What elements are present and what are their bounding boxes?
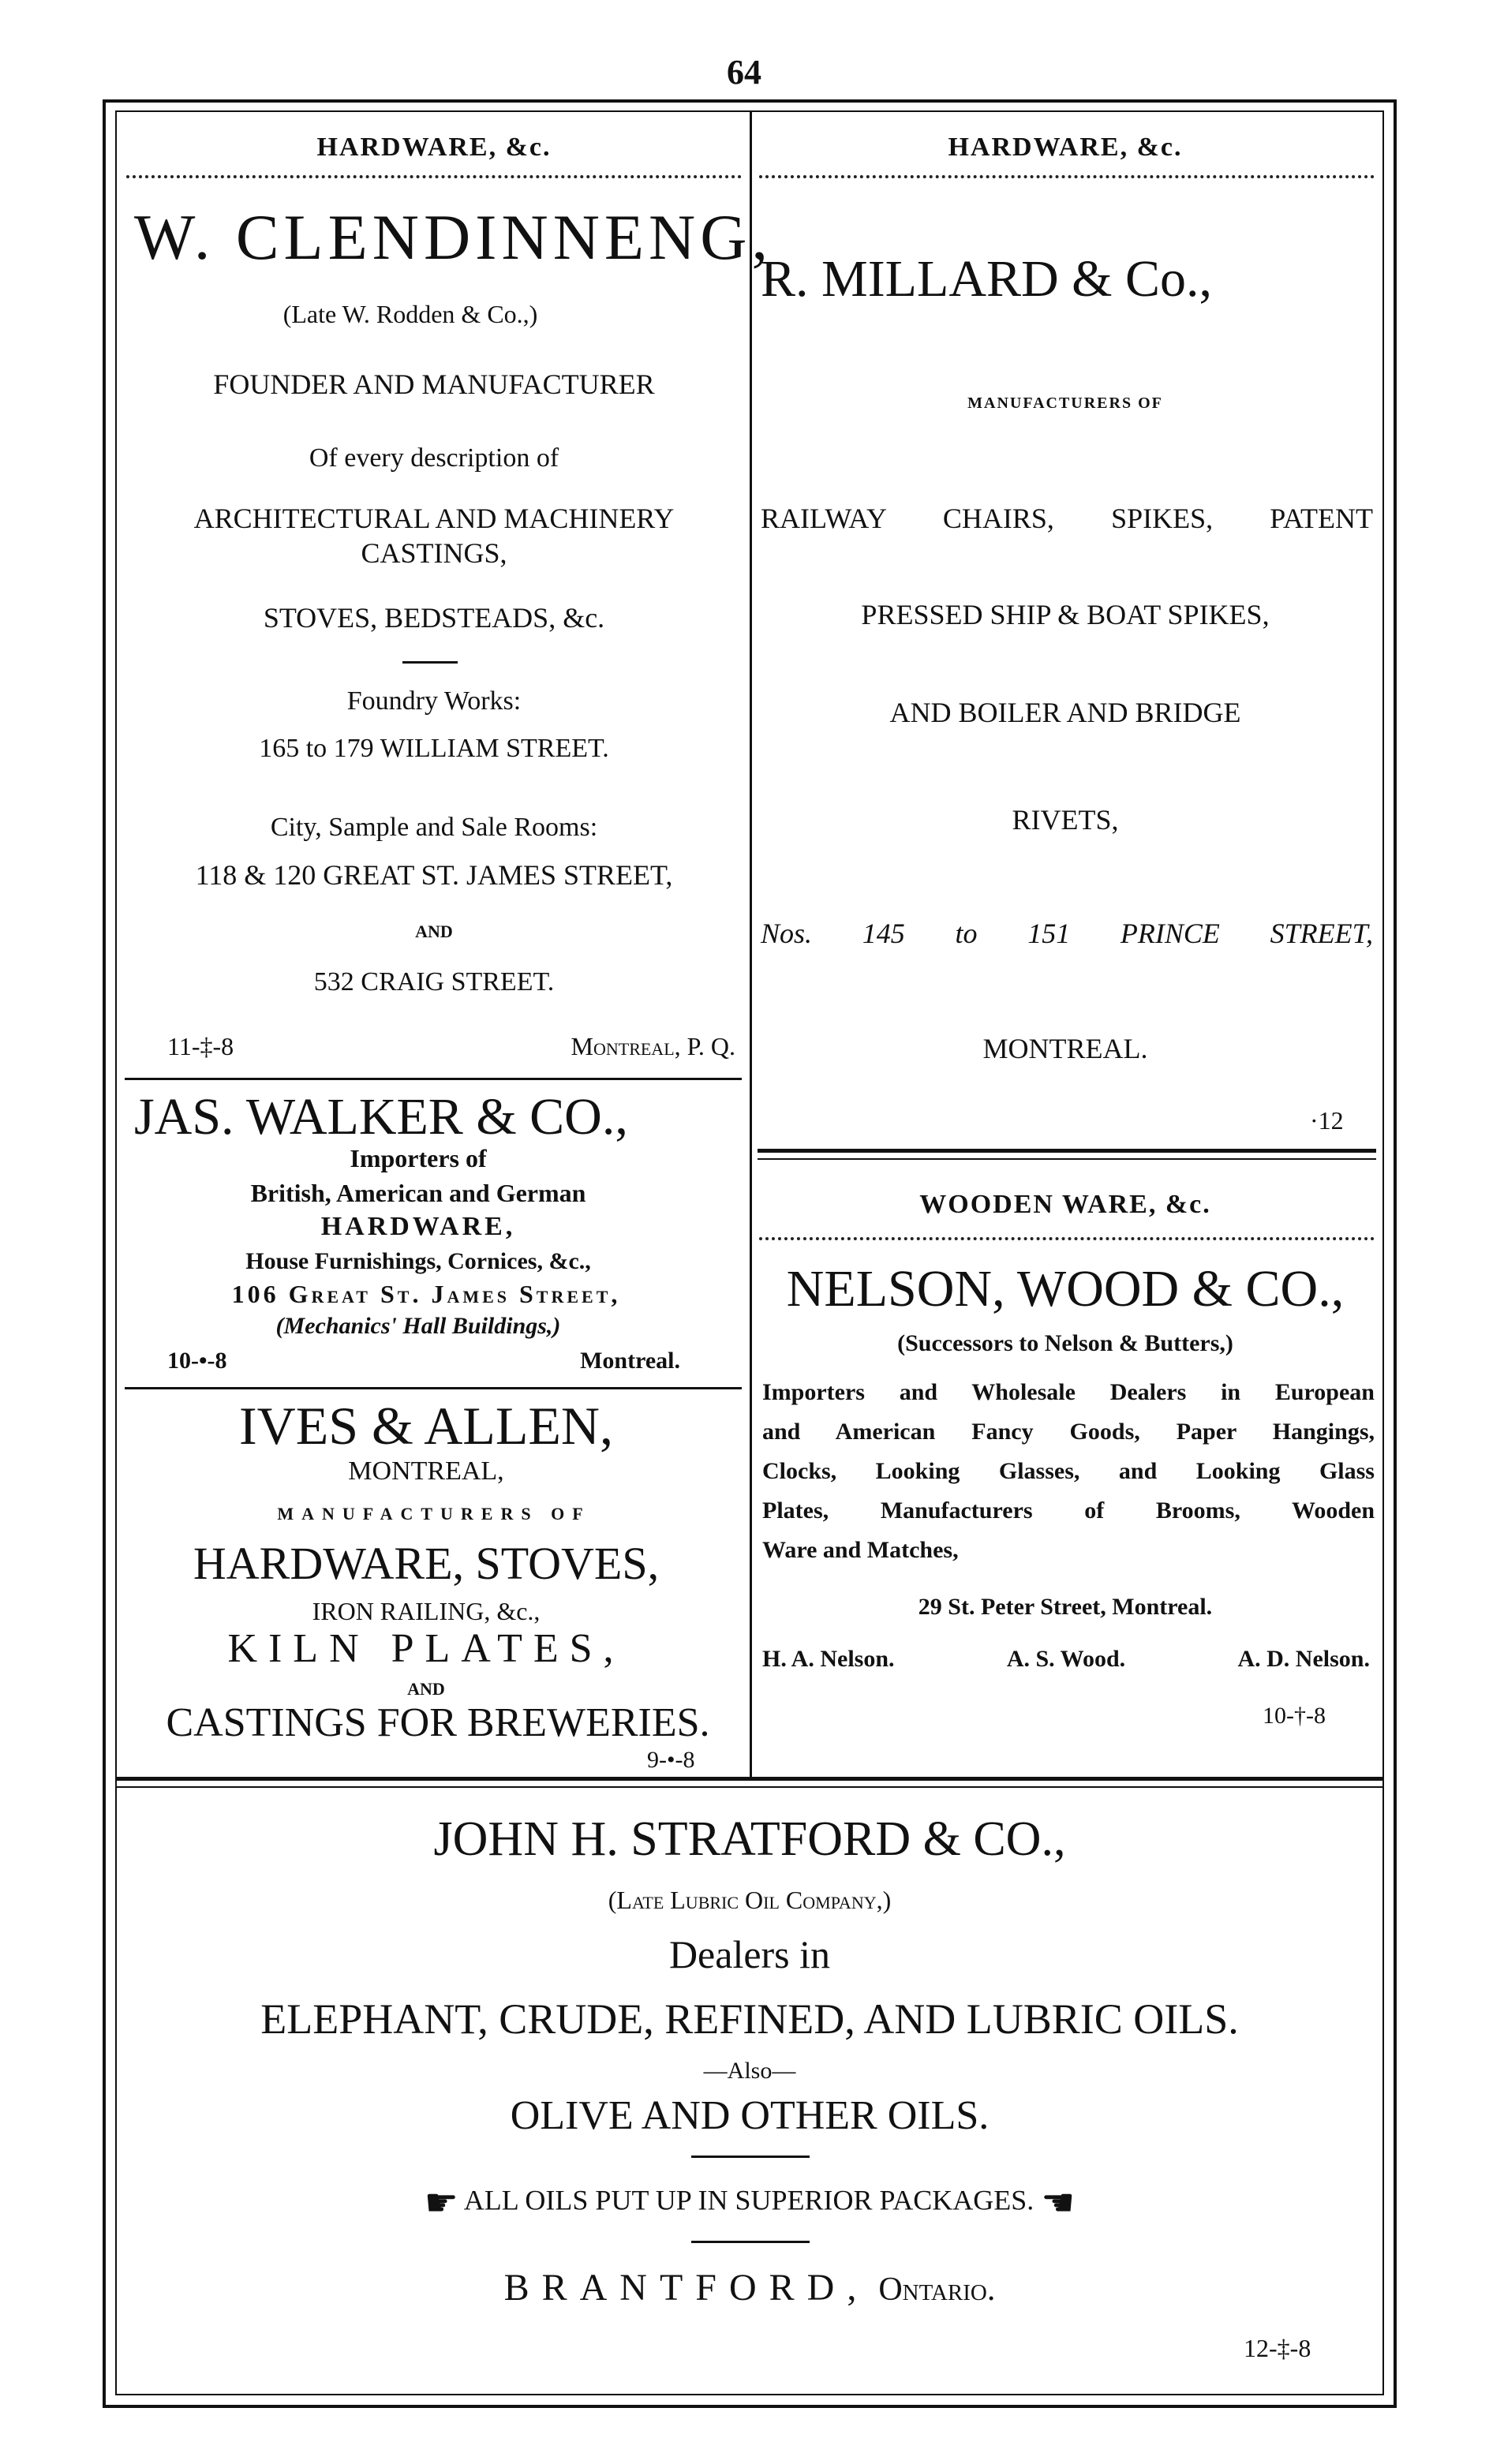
walker-footer xyxy=(167,1348,680,1374)
bottom-double-rule-a xyxy=(115,1777,1384,1781)
stratford-ref: 12-‡-8 xyxy=(1244,2334,1311,2362)
millard-mfr: MANUFACTURERS OF xyxy=(967,394,1163,412)
clendinneng-and: AND xyxy=(415,922,453,941)
right-header-rule-2 xyxy=(759,1231,1375,1240)
clendinneng-foundry-label: Foundry Works: xyxy=(346,686,522,716)
hand-right-icon: ☚ xyxy=(1041,2182,1076,2224)
millard-line3: AND BOILER AND BRIDGE xyxy=(889,697,1241,728)
nelson-body3: Clocks, Looking Glasses, and Looking Glass xyxy=(762,1458,1375,1484)
walker-line1: Importers of xyxy=(350,1144,487,1172)
millard-line2: PRESSED SHIP & BOAT SPIKES, xyxy=(861,599,1270,630)
ives-line4: CASTINGS FOR BREWERIES. xyxy=(166,1700,710,1745)
ives-city: MONTREAL, xyxy=(348,1456,504,1486)
nelson-addr: 29 St. Peter Street, Montreal. xyxy=(918,1594,1213,1620)
clendinneng-late: (Late W. Rodden & Co.,) xyxy=(282,300,538,328)
walker-ref: 10-•-8 xyxy=(167,1348,227,1374)
walker-line3: HARDWARE, xyxy=(320,1212,516,1241)
column-divider xyxy=(750,110,752,1777)
clendinneng-line1: FOUNDER AND MANUFACTURER xyxy=(213,368,655,400)
left-section-header: HARDWARE, &c. xyxy=(316,133,552,162)
stratford-rule-2 xyxy=(691,2241,810,2243)
nelson-partners xyxy=(762,1646,1370,1673)
right-double-rule-a xyxy=(758,1149,1376,1153)
millard-line1: RAILWAY CHAIRS, SPIKES, PATENT xyxy=(761,503,1373,534)
ives-mfr: MANUFACTURERS OF xyxy=(277,1504,591,1524)
right-section-header-2: WOODEN WARE, &c. xyxy=(919,1190,1211,1219)
nelson-successors: (Successors to Nelson & Butters,) xyxy=(897,1330,1233,1356)
stratford-city: BRANTFORD, xyxy=(503,2267,870,2309)
walker-line4: House Furnishings, Cornices, &c., xyxy=(245,1248,591,1274)
clendinneng-foundry-addr: 165 to 179 WILLIAM STREET. xyxy=(259,734,609,763)
page-number: 64 xyxy=(727,53,761,92)
ives-line2: IRON RAILING, &c., xyxy=(312,1597,541,1625)
millard-ref: ·12 xyxy=(1310,1106,1344,1135)
walker-line2: British, American and German xyxy=(250,1179,586,1207)
stratford-province: Ontario. xyxy=(878,2271,996,2308)
right-double-rule-b xyxy=(758,1158,1376,1160)
stratford-line3-row xyxy=(115,2181,1384,2225)
ives-line1: HARDWARE, STOVES, xyxy=(193,1538,660,1589)
stratford-name: JOHN H. STRATFORD & CO., xyxy=(433,1812,1066,1866)
left-header-rule xyxy=(126,169,742,178)
clendinneng-footer xyxy=(167,1032,735,1061)
clendinneng-city-addr: 118 & 120 GREAT ST. JAMES STREET, xyxy=(195,859,673,891)
ives-name: IVES & ALLEN, xyxy=(238,1396,614,1456)
nelson-name: NELSON, WOOD & CO., xyxy=(786,1260,1345,1318)
millard-name: R. MILLARD & Co., xyxy=(761,250,1213,308)
walker-line6: (Mechanics' Hall Buildings,) xyxy=(275,1313,561,1339)
ives-ref: 9-•-8 xyxy=(647,1747,695,1773)
ives-and: AND xyxy=(407,1679,445,1699)
left-divider-1 xyxy=(125,1078,742,1080)
walker-place: Montreal. xyxy=(580,1348,680,1374)
right-header-rule xyxy=(759,169,1375,178)
nelson-body2: and American Fancy Goods, Paper Hangings, xyxy=(762,1419,1375,1445)
clendinneng-line4: STOVES, BEDSTEADS, &c. xyxy=(263,602,605,634)
millard-city: MONTREAL. xyxy=(982,1033,1148,1064)
nelson-partner-3: A. D. Nelson. xyxy=(1237,1646,1370,1672)
clendinneng-line2: Of every description of xyxy=(309,443,559,473)
stratford-late: (Late Lubric Oil Company,) xyxy=(608,1886,892,1914)
stratford-rule-1 xyxy=(691,2156,810,2158)
ives-line3: KILN PLATES, xyxy=(227,1626,625,1671)
clendinneng-ref: 11-‡-8 xyxy=(167,1032,234,1060)
bottom-double-rule-b xyxy=(115,1786,1384,1788)
stratford-also: —Also— xyxy=(703,2058,796,2084)
clendinneng-craig: 532 CRAIG STREET. xyxy=(313,967,555,996)
clendinneng-city-label: City, Sample and Sale Rooms: xyxy=(270,813,598,842)
nelson-body4: Plates, Manufacturers of Brooms, Wooden xyxy=(762,1497,1375,1524)
stratford-line1: ELEPHANT, CRUDE, REFINED, AND LUBRIC OILS. xyxy=(260,1995,1239,2043)
stratford-city-row xyxy=(115,2266,1384,2309)
nelson-partner-1: H. A. Nelson. xyxy=(762,1646,895,1672)
stratford-line2: OLIVE AND OTHER OILS. xyxy=(510,2093,990,2138)
clendinneng-short-rule xyxy=(402,661,458,664)
clendinneng-name: W. CLENDINNENG, xyxy=(134,201,773,273)
stratford-line3: ALL OILS PUT UP IN SUPERIOR PACKAGES. xyxy=(463,2184,1034,2216)
nelson-body5: Ware and Matches, xyxy=(762,1537,959,1563)
right-section-header: HARDWARE, &c. xyxy=(948,133,1183,162)
left-divider-2 xyxy=(125,1387,742,1389)
nelson-ref: 10-†-8 xyxy=(1263,1703,1326,1729)
walker-name: JAS. WALKER & CO., xyxy=(134,1088,628,1146)
stratford-dealers: Dealers in xyxy=(668,1932,831,1976)
clendinneng-line3a: ARCHITECTURAL AND MACHINERY xyxy=(193,503,675,534)
nelson-partner-2: A. S. Wood. xyxy=(1006,1646,1126,1672)
clendinneng-line3b: CASTINGS, xyxy=(361,537,507,569)
nelson-body1: Importers and Wholesale Dealers in European xyxy=(762,1379,1375,1405)
hand-left-icon: ☛ xyxy=(424,2182,458,2224)
millard-line4: RIVETS, xyxy=(1012,804,1119,836)
clendinneng-place: Montreal, P. Q. xyxy=(571,1032,735,1060)
millard-addr: Nos. 145 to 151 PRINCE STREET, xyxy=(761,918,1373,949)
walker-line5: 106 Great St. James Street, xyxy=(231,1280,621,1308)
